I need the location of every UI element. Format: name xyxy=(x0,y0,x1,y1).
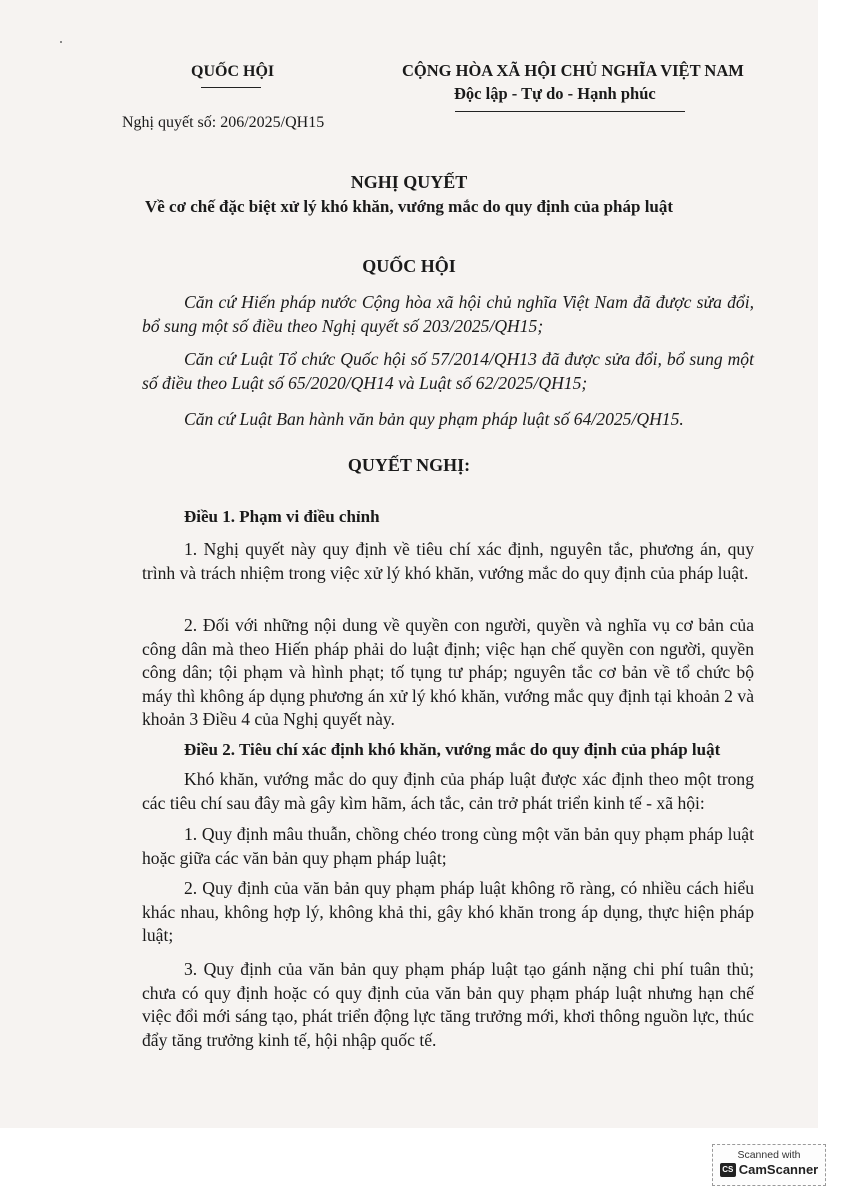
country-name: CỘNG HÒA XÃ HỘI CHỦ NGHĨA VIỆT NAM xyxy=(402,61,744,80)
scanned-with-label: Scanned with xyxy=(737,1149,801,1161)
legal-basis-legislation-law: Căn cứ Luật Ban hành văn bản quy phạm pháp luật số 64/2025/QH15. xyxy=(184,409,684,429)
camscanner-logo-icon: CS xyxy=(720,1163,736,1177)
camscanner-brand-name: CamScanner xyxy=(738,1162,819,1177)
camscanner-watermark xyxy=(712,1144,826,1186)
motto-underline xyxy=(455,111,685,112)
article-1-clause-1: 1. Nghị quyết này quy định về tiêu chí xác định, nguyên tắc, phương án, quy trình và trách nhiệm trong việc xử lý khó khăn, vướng mắc do quy định của pháp luật. xyxy=(142,539,754,583)
national-motto: Độc lập - Tự do - Hạnh phúc xyxy=(454,84,656,103)
document-subject: Về cơ chế đặc biệt xử lý khó khăn, vướng mắc do quy định của pháp luật xyxy=(144,197,674,216)
issuer-underline xyxy=(201,87,261,88)
article-2-criterion-1: 1. Quy định mâu thuẫn, chồng chéo trong cùng một văn bản quy phạm pháp luật hoặc giữa các văn bản quy phạm pháp luật; xyxy=(142,824,754,868)
article-2-criterion-2: 2. Quy định của văn bản quy phạm pháp luật không rõ ràng, có nhiều cách hiểu khác nhau, không hợp lý, không khả thi, gây khó khăn trong áp dụng, thực hiện pháp luật; xyxy=(142,878,754,946)
issuer-label: QUỐC HỘI xyxy=(191,63,275,80)
article-1-clause-2: 2. Đối với những nội dung về quyền con người, quyền và nghĩa vụ cơ bản của công dân mà theo Hiến pháp phải do luật định; việc hạn chế quyền con người, quyền công dân; tội phạm và hình phạt; tố tụng tư pháp; nguyên tắc cơ bản về tổ chức bộ máy thì không áp dụng phương án xử lý khó khăn, vướng mắc quy định tại khoản 2 và khoản 3 Điều 4 của Nghị quyết này. xyxy=(142,615,754,730)
resolves-heading: QUYẾT NGHỊ: xyxy=(347,455,471,475)
legal-basis-assembly-law: Căn cứ Luật Tổ chức Quốc hội số 57/2014/QH13 đã được sửa đổi, bổ sung một số điều theo Luật số 65/2020/QH14 và Luật số 62/2025/QH15; xyxy=(142,349,754,393)
camscanner-brand xyxy=(713,1162,825,1177)
article-2-intro: Khó khăn, vướng mắc do quy định của pháp luật được xác định theo một trong các tiêu chí sau đây mà gây kìm hãm, ách tắc, cản trở phát triển kinh tế - xã hội: xyxy=(142,769,754,813)
document-type: NGHỊ QUYẾT xyxy=(350,172,468,192)
article-2-heading: Điều 2. Tiêu chí xác định khó khăn, vướng mắc do quy định của pháp luật xyxy=(184,740,721,759)
legal-basis-constitution: Căn cứ Hiến pháp nước Cộng hòa xã hội chủ nghĩa Việt Nam đã được sửa đổi, bổ sung một số điều theo Nghị quyết số 203/2025/QH15; xyxy=(142,292,754,336)
article-2-criterion-3: 3. Quy định của văn bản quy phạm pháp luật tạo gánh nặng chi phí tuân thủ; chưa có quy định hoặc có quy định của văn bản quy phạm pháp luật nhưng hạn chế việc đổi mới sáng tạo, phát triển động lực tăng trưởng mới, khơi thông nguồn lực, thúc đẩy tăng trưởng kinh tế, hội nhập quốc tế. xyxy=(142,959,754,1050)
authority-heading: QUỐC HỘI xyxy=(362,256,456,276)
resolution-number: Nghị quyết số: 206/2025/QH15 xyxy=(122,114,325,131)
article-1-heading: Điều 1. Phạm vi điều chỉnh xyxy=(184,507,380,526)
scan-speck xyxy=(60,41,62,43)
